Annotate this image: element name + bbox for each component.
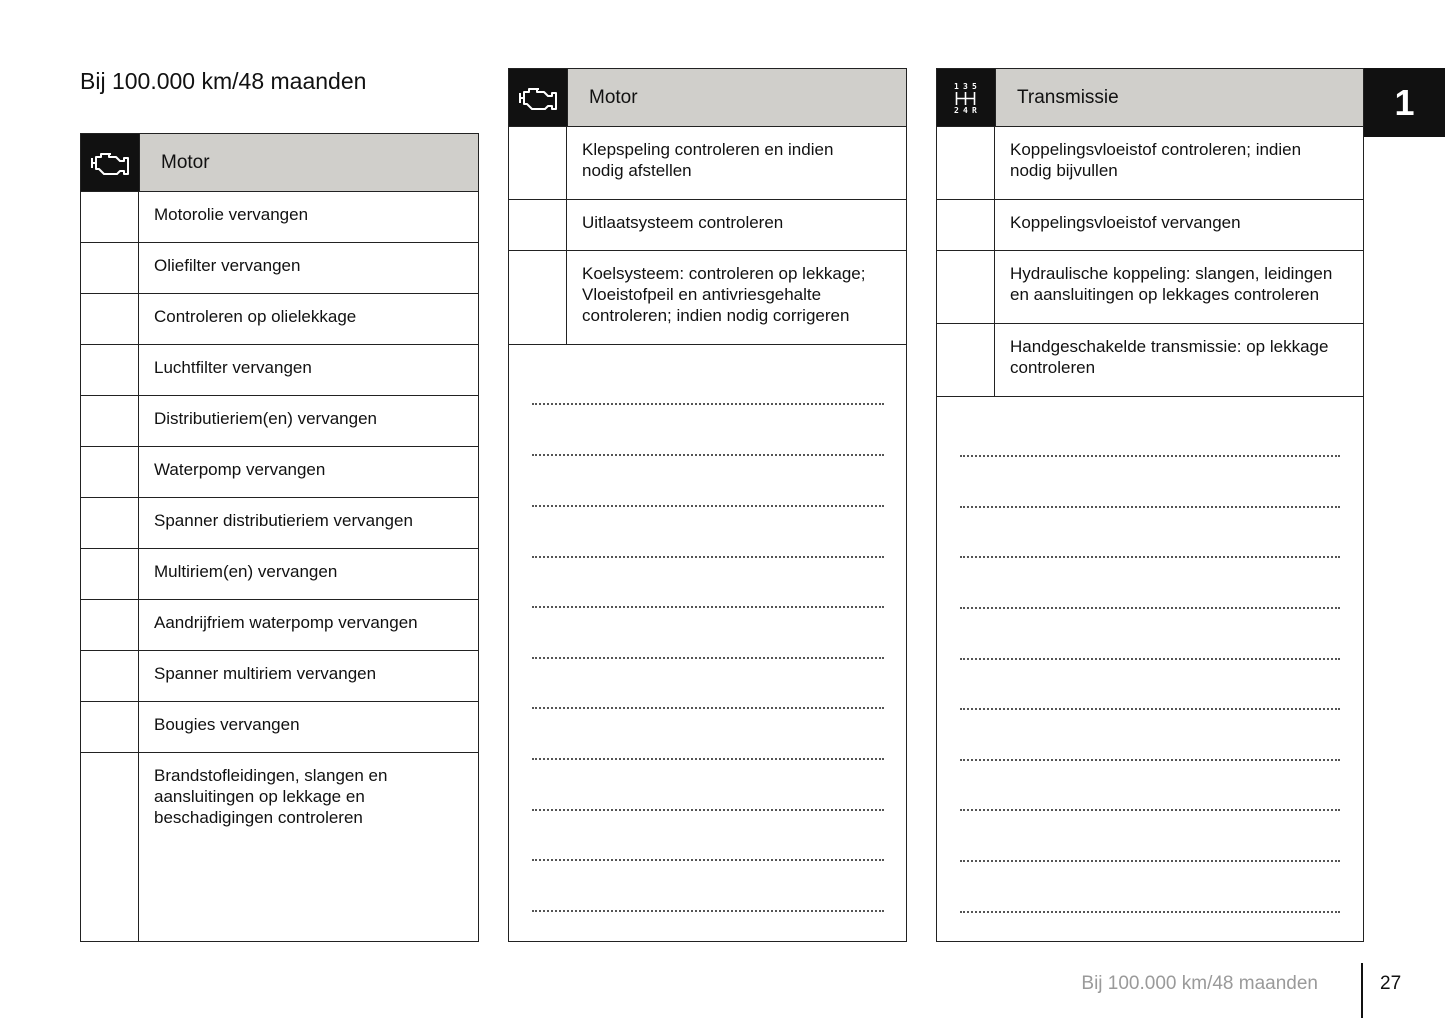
motor-header [81,134,478,192]
checklist-row [81,294,478,345]
footer-divider [1361,963,1363,1018]
note-line [532,505,884,507]
note-line [960,506,1340,508]
task-label: Multiriem(en) vervangen [154,562,338,581]
checklist-row [81,702,478,753]
checklist-row [81,651,478,702]
checklist-row [509,200,906,251]
checkbox-cell[interactable] [509,127,567,199]
svg-text:R: R [972,105,977,115]
task-label: Klepspeling controleren en indien nodig afstellen [582,140,834,180]
checklist-row [81,549,478,600]
checklist-row [937,324,1363,397]
checklist-row [937,127,1363,200]
note-line [960,759,1340,761]
note-line [960,809,1340,811]
note-line [960,708,1340,710]
note-line [532,454,884,456]
task-label: Waterpomp vervangen [154,460,326,479]
task-label: Motorolie vervangen [154,205,309,224]
engine-icon [509,69,567,126]
svg-text:5: 5 [972,81,977,91]
checkbox-cell[interactable] [81,396,139,446]
checklist-row [509,127,906,200]
checkbox-cell[interactable] [81,753,139,941]
checklist-row [81,243,478,294]
transmission-header [937,69,1363,127]
note-line [960,556,1340,558]
checkbox-cell[interactable] [81,192,139,242]
note-line [532,859,884,861]
checklist-row [81,498,478,549]
motor-title: Motor [139,134,478,191]
checkbox-cell[interactable] [81,498,139,548]
engine-icon [81,134,139,191]
svg-text:2: 2 [954,105,959,115]
task-label: Koppelingsvloeistof controleren; indien nodig bijvullen [1010,140,1302,180]
checklist-row [81,600,478,651]
checkbox-cell[interactable] [81,549,139,599]
note-line [960,911,1340,913]
task-label: Koelsysteem: controleren op lekkage; Vloeistofpeil en antivriesgehalte controleren; indien nodig corrigeren [582,264,866,325]
checkbox-cell[interactable] [81,243,139,293]
checklist-row [937,251,1363,324]
task-label: Koppelingsvloeistof vervangen [1010,213,1241,232]
checklist-row [81,192,478,243]
note-line [960,658,1340,660]
note-line [960,607,1340,609]
task-label: Spanner distributieriem vervangen [154,511,413,530]
task-label: Hydraulische koppeling: slangen, leidingen en aansluitingen op lekkages controleren [1010,264,1333,304]
transmission-checklist [936,68,1364,942]
task-label: Luchtfilter vervangen [154,358,312,377]
checkbox-cell[interactable] [937,127,995,199]
task-label: Brandstofleidingen, slangen en aansluitingen op lekkage en beschadigingen controleren [154,766,388,827]
svg-text:3: 3 [963,81,968,91]
chapter-tab: 1 [1364,68,1445,137]
checklist-row [81,345,478,396]
gearshift-icon [937,69,995,126]
checkbox-cell[interactable] [81,651,139,701]
checkbox-cell[interactable] [937,251,995,323]
task-label: Bougies vervangen [154,715,300,734]
checkbox-cell[interactable] [937,324,995,396]
checklist-row [81,396,478,447]
note-line [960,455,1340,457]
notes-area[interactable] [509,345,906,941]
motor-title: Motor [567,69,906,126]
checkbox-cell[interactable] [81,345,139,395]
checkbox-cell[interactable] [509,251,567,344]
note-line [532,809,884,811]
page-number: 27 [1380,973,1402,994]
checkbox-cell[interactable] [81,294,139,344]
task-label: Oliefilter vervangen [154,256,301,275]
svg-text:1: 1 [954,81,959,91]
footer-section-title: Bij 100.000 km/48 maanden [1081,973,1318,994]
motor-checklist-mid [508,68,907,942]
svg-text:4: 4 [963,105,968,115]
task-label: Distributieriem(en) vervangen [154,409,377,428]
task-label: Controleren op olielekkage [154,307,357,326]
transmission-title: Transmissie [995,69,1363,126]
page-title: Bij 100.000 km/48 maanden [80,68,367,94]
note-line [532,606,884,608]
motor-checklist-left [80,133,479,942]
task-label: Uitlaatsysteem controleren [582,213,784,232]
checkbox-cell[interactable] [81,447,139,497]
checklist-row [509,251,906,345]
note-line [532,910,884,912]
note-line [532,556,884,558]
checkbox-cell[interactable] [509,200,567,250]
note-line [532,758,884,760]
checklist-row [81,447,478,498]
task-label: Aandrijfriem waterpomp vervangen [154,613,418,632]
checkbox-cell[interactable] [81,600,139,650]
task-label: Handgeschakelde transmissie: op lekkage controleren [1010,337,1329,377]
note-line [532,657,884,659]
note-line [532,707,884,709]
checkbox-cell[interactable] [81,702,139,752]
checkbox-cell[interactable] [937,200,995,250]
checklist-row [937,200,1363,251]
task-label: Spanner multiriem vervangen [154,664,377,683]
checklist-row [81,753,478,941]
note-line [532,403,884,405]
note-line [960,860,1340,862]
notes-area[interactable] [937,397,1363,941]
motor-header [509,69,906,127]
